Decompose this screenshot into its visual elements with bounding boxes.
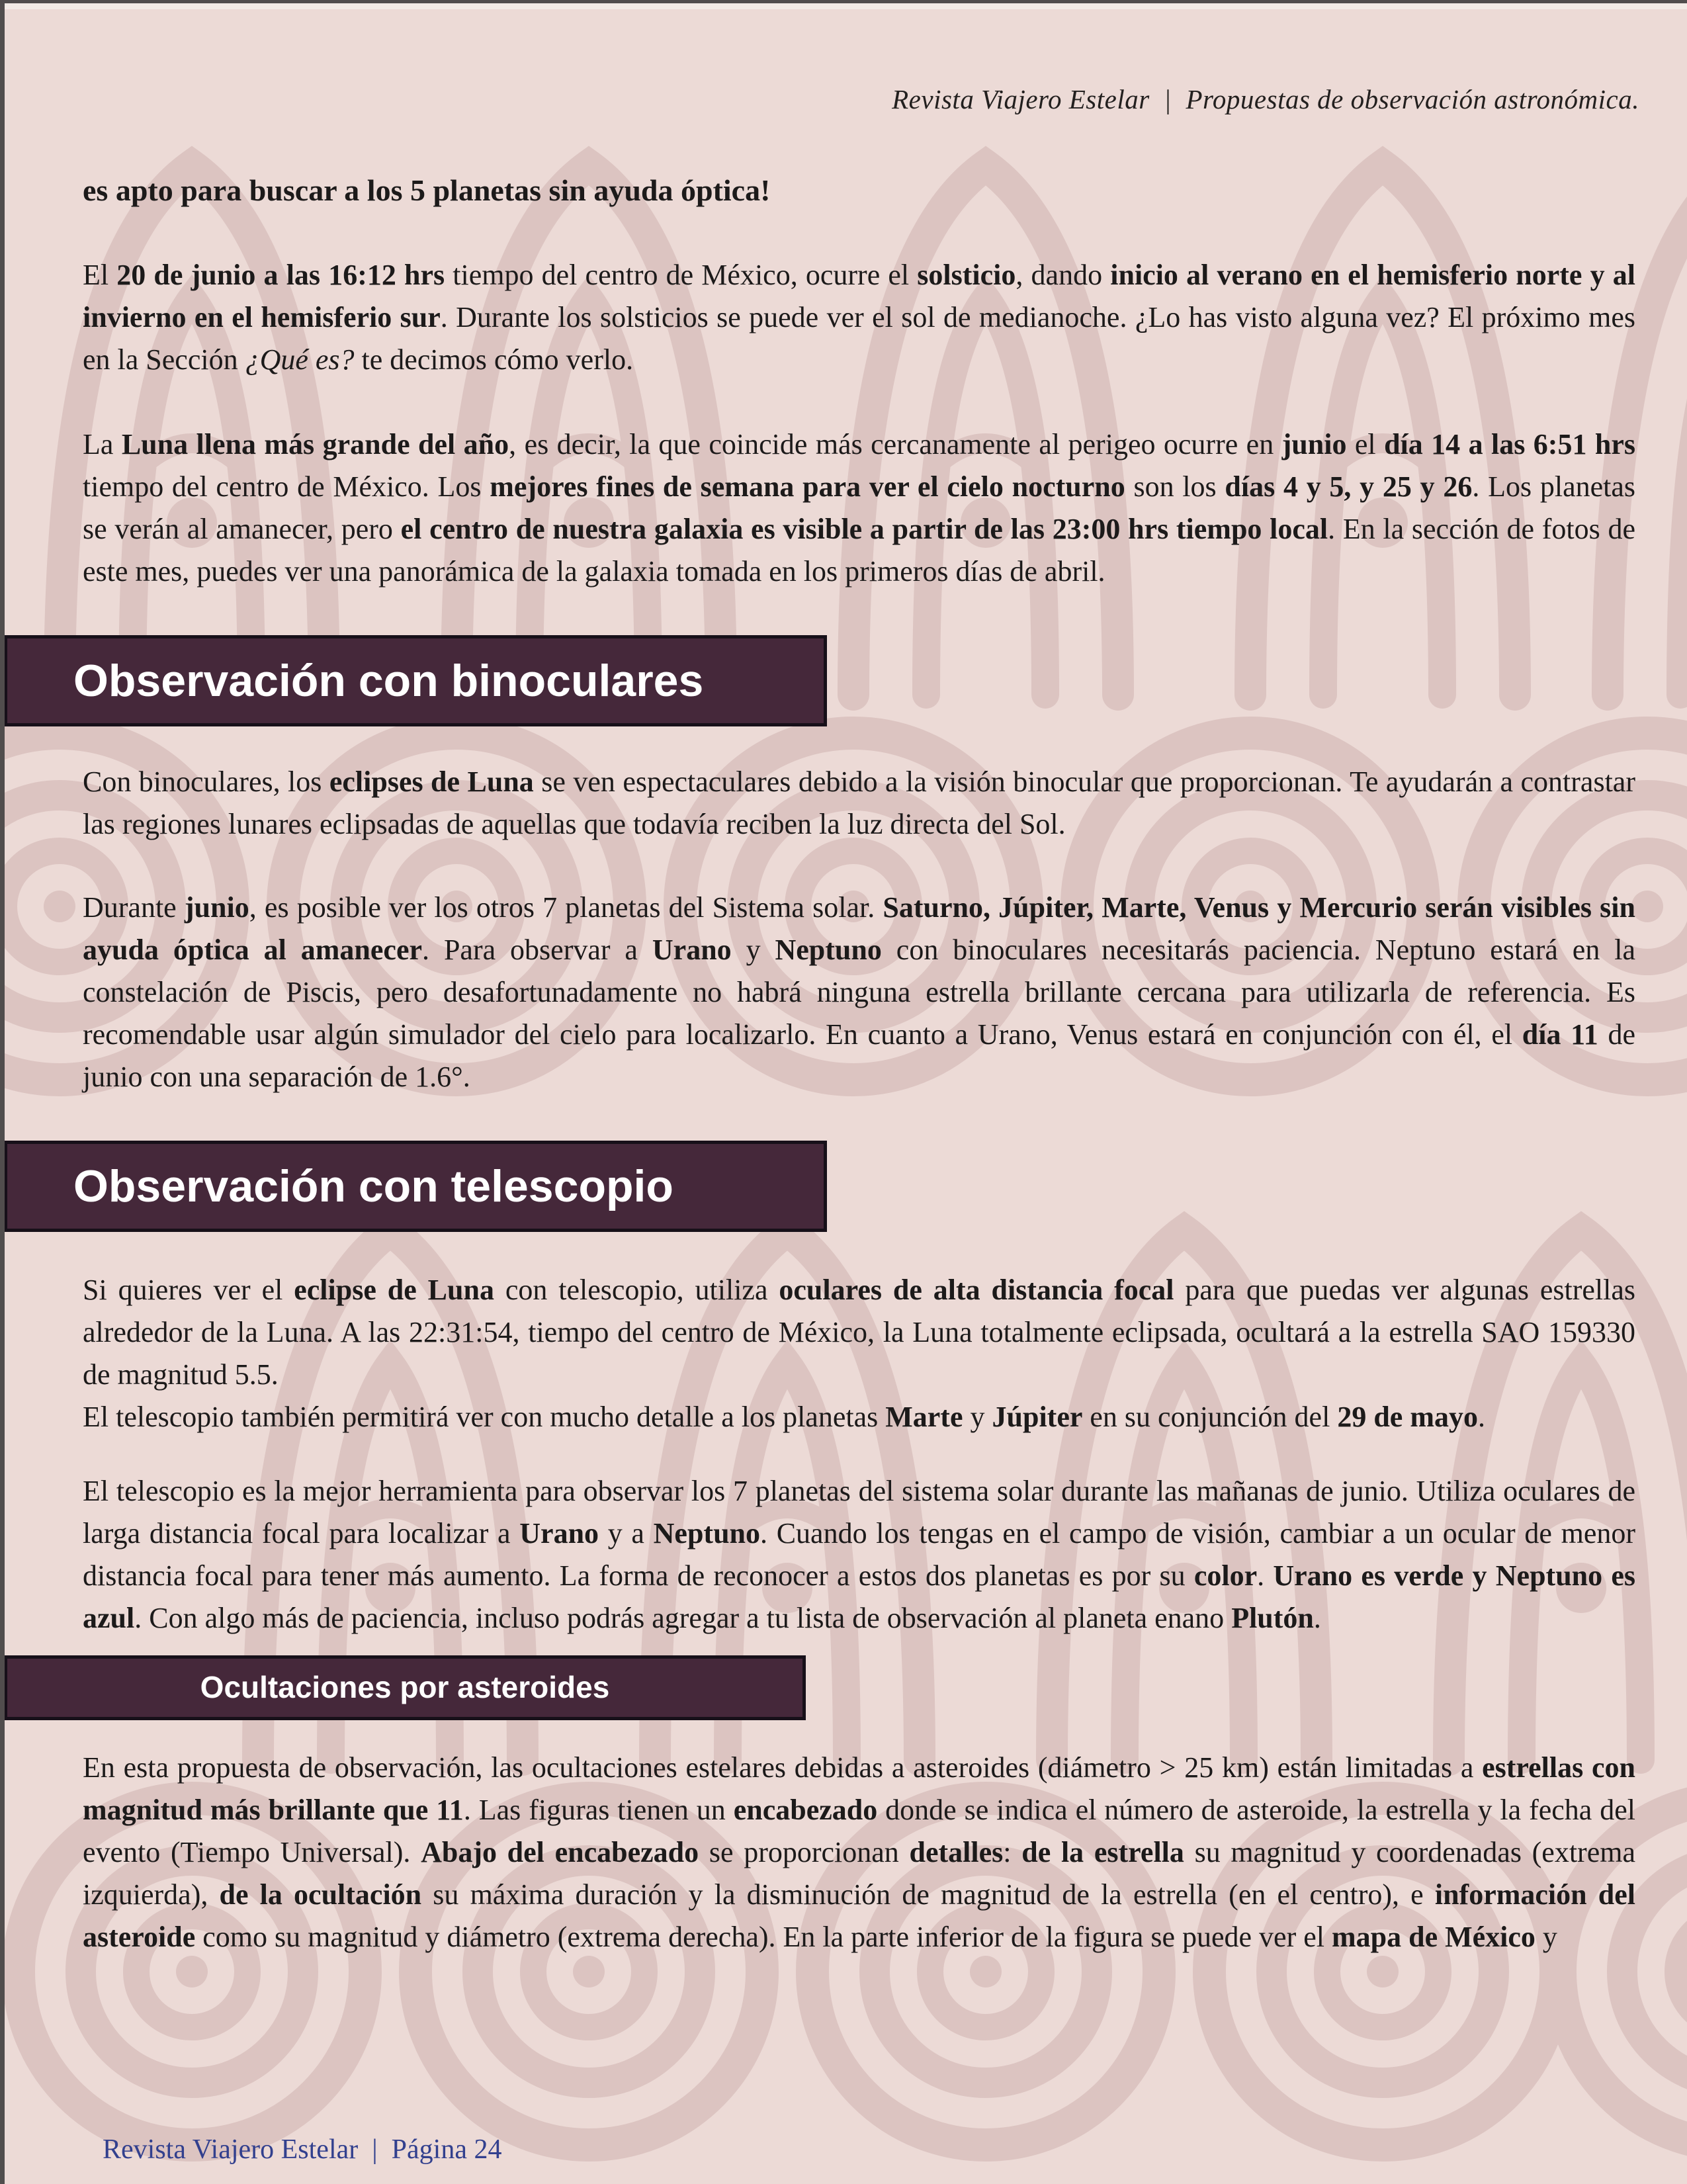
text-run: con binoculares necesitarás paciencia. Neptuno estará en la constelación de Piscis, pero desafortunadamente no habrá ninguna estrella brillante cercana para utilizarla de referencia. Es recomendable usar algún simulador del cielo para localizarlo. En cuanto a Urano, Venus estará en conjunción con él, el [83, 934, 1636, 1051]
page-footer: Revista Viajero Estelar | Página 24 [103, 2134, 502, 2165]
text-run: . [1313, 1602, 1321, 1635]
text-run: Urano [519, 1517, 599, 1550]
text-run: en su conjunción del [1082, 1401, 1338, 1434]
text-run: como su magnitud y diámetro (extrema derecha). En la parte inferior de la figura se puede ver el [195, 1920, 1332, 1953]
text-run: En esta propuesta de observación, las ocultaciones estelares debidas a asteroides (diámetro > 25 km) están limitadas a [83, 1751, 1483, 1784]
text-run: , es decir, la que coincide más cercanamente al perigeo ocurre en [509, 428, 1282, 460]
text-run: solsticio [917, 259, 1016, 291]
text-run: La [83, 428, 122, 460]
text-run: te decimos cómo verlo. [354, 343, 634, 376]
text-run: Marte [885, 1401, 963, 1434]
text-run: encabezado [733, 1793, 878, 1826]
text-run: mejores fines de semana para ver el cielo nocturno [490, 470, 1125, 503]
text-run: tiempo del centro de México, ocurre el [445, 259, 918, 291]
text-run: el [1346, 428, 1385, 460]
section-title: Ocultaciones por asteroides [200, 1670, 610, 1705]
text-run: oculares de alta distancia focal [779, 1274, 1174, 1307]
text-run: 29 de mayo [1337, 1401, 1478, 1434]
text-run: . Para observar a [422, 934, 652, 967]
text-run: 20 de junio a las 16:12 hrs [116, 259, 445, 291]
text-run: y [1535, 1920, 1557, 1953]
text-run: Urano [652, 934, 732, 967]
text-run: eclipse de Luna [294, 1274, 494, 1307]
text-run: inicio al verano en el hemisferio norte y al invierno en el hemisferio sur [83, 259, 1635, 333]
text-run: . [1257, 1559, 1274, 1593]
text-run: El [83, 259, 117, 291]
page-edge-top-light [0, 3, 1687, 9]
lead [83, 171, 1635, 210]
text-run: mapa de México [1331, 1920, 1536, 1953]
text-run: se ven espectaculares debido a la visión binocular que proporcionan. Te ayudarán a contrastar las regiones lunares eclipsadas de aquellas que todavía reciben la luz directa del Sol. [83, 765, 1635, 841]
text-run: El telescopio también permitirá ver con mucho detalle a los planetas [83, 1401, 886, 1434]
article-body [0, 171, 1687, 1958]
article [0, 83, 1687, 1958]
text-run: , es posible ver los otros 7 planetas del Sistema solar. [249, 891, 883, 924]
h-binoculares [4, 635, 827, 726]
text-run: se proporcionan [699, 1835, 910, 1868]
running-header: Revista Viajero Estelar | Propuestas de observación astronómica. [892, 84, 1639, 114]
p-eclipse-telescopio [83, 1269, 1635, 1438]
text-run: con telescopio, utiliza [494, 1274, 779, 1307]
text-run: día 14 a las 6:51 hrs [1384, 428, 1635, 460]
text-run: de la estrella [1021, 1835, 1184, 1868]
page-edge-left [0, 0, 5, 2184]
text-run: . Con algo más de paciencia, incluso podrás agregar a tu lista de observación al planeta enano [134, 1602, 1232, 1635]
text-run: Con binoculares, los [83, 765, 329, 799]
text-run: su máxima duración y la disminución de magnitud de la estrella (en el centro), e [421, 1878, 1435, 1911]
text-run: Durante [83, 891, 185, 924]
text-run: : [1003, 1835, 1022, 1868]
text-run: Abajo del encabezado [421, 1835, 699, 1868]
text-run: . Las figuras tienen un [463, 1793, 734, 1826]
text-run: día 11 [1522, 1018, 1598, 1051]
text-run: información del asteroide [83, 1878, 1635, 1953]
text-run: Si quieres ver el [83, 1274, 294, 1307]
p-solsticio [83, 254, 1635, 381]
text-run: de la ocultación [219, 1878, 422, 1911]
text-run: junio [184, 891, 249, 924]
text-run: eclipses de Luna [329, 765, 534, 799]
h-asteroides [4, 1655, 806, 1720]
text-run: , dando [1016, 259, 1111, 291]
text-run: color [1193, 1559, 1258, 1593]
text-run: Saturno, Júpiter, Marte, Venus y Mercurio serán visibles sin ayuda óptica al amanecer [83, 891, 1636, 967]
text-run: Urano es verde y Neptuno es azul [83, 1559, 1636, 1635]
text-run: el centro de nuestra galaxia es visible a partir de las 23:00 hrs tiempo local [400, 513, 1328, 545]
h-telescopio [4, 1141, 827, 1232]
p-telescopio-planetas [83, 1470, 1635, 1639]
text-run: es apto para buscar a los 5 planetas sin ayuda óptica! [83, 173, 771, 207]
p-asteroides [83, 1747, 1635, 1958]
section-title: Observación con telescopio [73, 1161, 673, 1212]
text-run: . En la sección de fotos de este mes, puedes ver una panorámica de la galaxia tomada en los primeros días de abril. [83, 513, 1636, 588]
text-run: . Los planetas se verán al amanecer, pero [83, 470, 1635, 545]
text-run: tiempo del centro de México. Los [83, 470, 490, 503]
p-binoculares [83, 761, 1635, 846]
text-run: días 4 y 5, y 25 y 26 [1225, 470, 1473, 503]
text-run: estrellas con magnitud más brillante que 11 [83, 1751, 1636, 1826]
text-run: El telescopio es la mejor herramienta para observar los 7 planetas del sistema solar durante las mañanas de junio. Utiliza oculares de larga distancia focal para localizar a [83, 1475, 1635, 1550]
text-run: ¿Qué es? [245, 343, 355, 376]
text-run: y a [599, 1517, 654, 1550]
text-run: Luna llena más grande del año [121, 428, 509, 460]
text-run: su magnitud y coordenadas (extrema izquierda), [83, 1835, 1635, 1911]
section-title: Observación con binoculares [73, 656, 704, 706]
text-run: de junio con una separación de 1.6°. [83, 1018, 1635, 1094]
text-run: Neptuno [775, 934, 882, 967]
text-run: son los [1125, 470, 1225, 503]
text-run: . Durante los solsticios se puede ver el sol de medianoche. ¿Lo has visto alguna vez? El próximo mes en la Sección [83, 301, 1636, 376]
text-run: donde se indica el número de asteroide, la estrella y la fecha del evento (Tiempo Universal). [83, 1793, 1636, 1868]
text-run: . [1477, 1401, 1485, 1434]
text-run: Júpiter [992, 1401, 1083, 1434]
text-run: Neptuno [653, 1517, 761, 1550]
text-run: Plutón [1231, 1602, 1314, 1635]
p-luna [83, 423, 1635, 593]
text-run: y [731, 934, 775, 967]
text-run: detalles [909, 1835, 1004, 1868]
text-run: para que puedas ver algunas estrellas alrededor de la Luna. A las 22:31:54, tiempo del centro de México, la Luna totalmente eclipsada, ocultará a la estrella SAO 159330 de magnitud 5.5. [83, 1274, 1636, 1391]
p-junio [83, 887, 1635, 1098]
text-run: y [963, 1401, 992, 1434]
text-run: junio [1281, 428, 1347, 460]
text-run: . Cuando los tengas en el campo de visión, cambiar a un ocular de menor distancia focal para tener más aumento. La forma de reconocer a estos dos planetas es por su [83, 1517, 1636, 1593]
